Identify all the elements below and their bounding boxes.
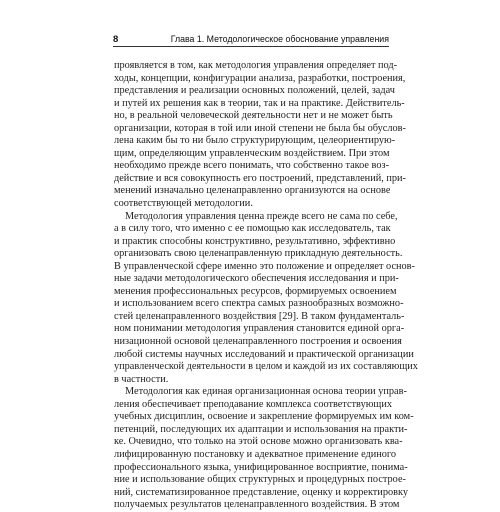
text-line: менения профессиональных ресурсов, формируемых освоением (114, 285, 397, 297)
text-line: низационной основой целенаправленного построения и освоения (114, 336, 402, 348)
text-line: Методология как единая организационная основа теории управ- (125, 386, 407, 398)
text-line: ные задачи методологического обеспечения исследования и при- (114, 273, 399, 285)
body-text (114, 60, 418, 512)
text-line: учебных дисциплин, освоение и закрепление формируемых им ком- (114, 411, 414, 423)
text-line: любой системы научных исследований и практической организации (114, 348, 414, 360)
text-line: ления обеспечивает преподавание комплекса соответствующих (114, 398, 392, 410)
text-line: ном понимании методология управления становится единой орга- (114, 323, 405, 335)
running-header (113, 33, 389, 49)
text-line: ходы, концепции, конфигурации анализа, разработки, построения, (114, 72, 406, 84)
text-line: а в силу того, что именно с ее помощью как исследователь, так (114, 223, 391, 235)
text-line: и использованием всего спектра самых разнообразных возможно- (114, 298, 404, 310)
text-line: ние и использование общих структурных и процедурных построе- (114, 474, 406, 486)
text-line: лена каким бы то ни было структурирующим, целеориентирую- (114, 135, 396, 147)
text-line: в частности. (114, 373, 169, 385)
text-line: но, в реальной человеческой деятельности нет и не может быть (114, 110, 393, 122)
text-line: ке. Очевидно, что только на этой основе можно организовать ква- (114, 436, 403, 448)
text-line: организации, которая в той или иной степени не была бы обуслов- (114, 122, 406, 134)
text-line: и практик способны конструктивно, результативно, эффективно (114, 235, 396, 247)
text-line: профессионального языка, унифицированное восприятие, понима- (114, 461, 408, 473)
text-line: необходимо прежде всего понимать, что собственно такое воз- (114, 160, 389, 172)
text-line: В управленческой сфере именно это положение и определяет основ- (114, 260, 415, 272)
text-line: менений изначально целенаправленно организуются на основе (114, 185, 391, 197)
text-line: петенций, последующих их адаптации и использования на практи- (114, 423, 408, 435)
text-line: Методология управления ценна прежде всего не сама по себе, (125, 210, 398, 222)
text-line: проявляется в том, как методология управления определяет под- (114, 60, 398, 71)
header-rule (113, 46, 389, 47)
text-line: представления и реализации основных положений, целей, задач (114, 85, 395, 97)
paragraph (114, 386, 414, 511)
text-line: лифицированную постановку и адекватное применение единого (114, 448, 397, 460)
paragraph (114, 60, 406, 211)
text-line: организовать свою целенаправленную прикладную деятельность. (114, 248, 403, 260)
page-number: 8 (113, 34, 119, 45)
text-line: управленческой деятельности в целом и каждой из их составляющих (114, 361, 418, 373)
text-line: соответствующей методологии. (114, 198, 253, 210)
text-line: и путей их решения как в теории, так и на практике. Действитель- (114, 97, 405, 109)
text-line: ний, систематизированное представление, оценку и корректировку (114, 486, 408, 498)
text-line: стей целенаправленного воздействия [29]. В таком фундаменталь- (114, 310, 405, 322)
text-line: щим, определяющим управленческим воздействием. При этом (114, 147, 390, 159)
text-line: действие и вся совокупность его построений, представлений, при- (114, 172, 406, 184)
paragraph (114, 210, 418, 387)
text-line: получаемых результатов целенаправленного воздействия. В этом (114, 499, 400, 511)
chapter-title: Глава 1. Методологическое обоснование управления (170, 34, 389, 44)
